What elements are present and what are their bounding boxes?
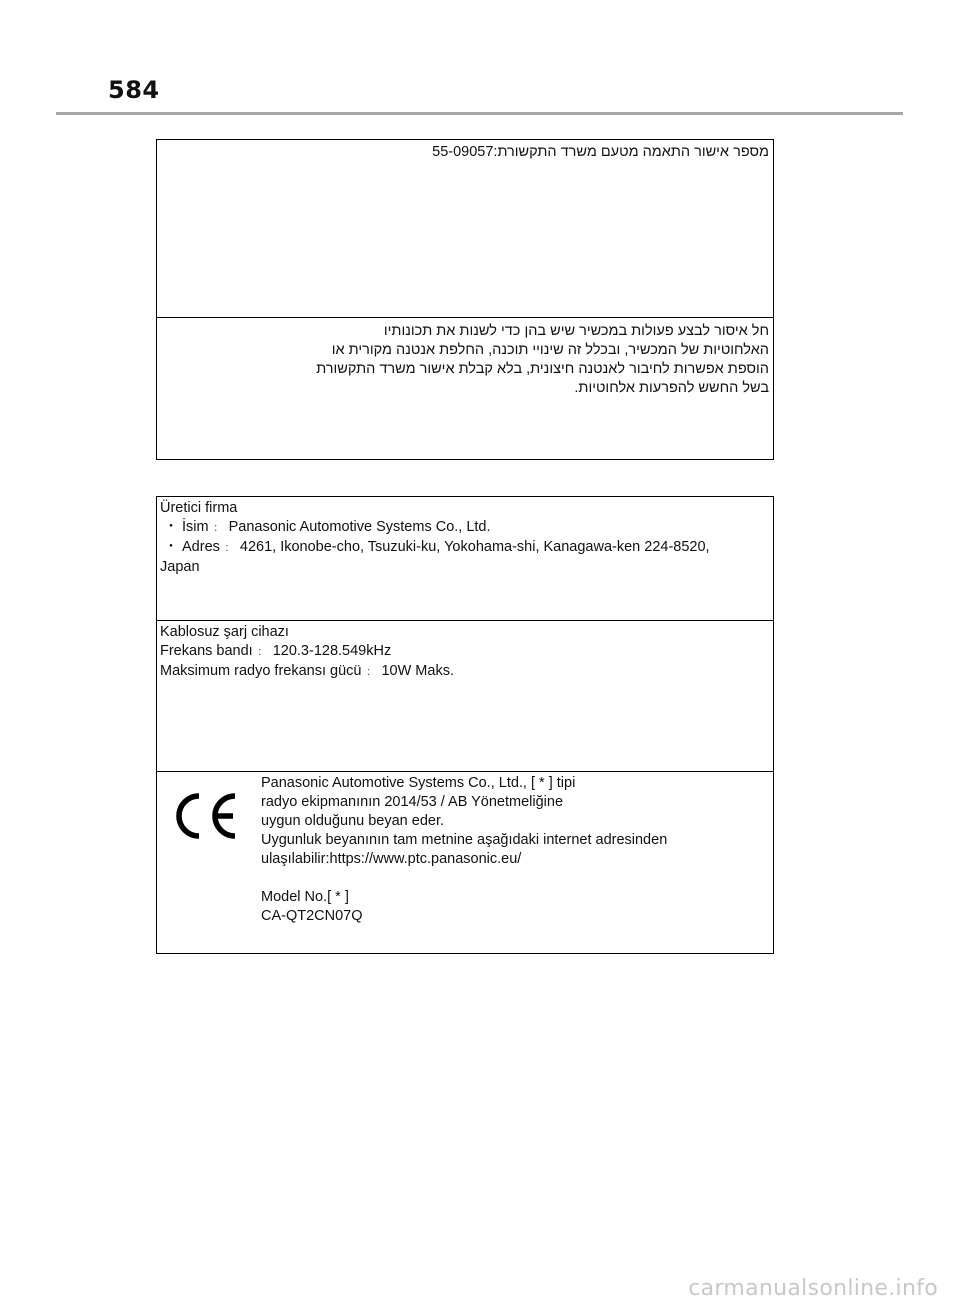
prohibition-line: האלחוטיות של המכשיר, ובכלל זה שינויי תוכנה, החלפת אנטנה מקורית או: [331, 342, 769, 358]
prohibition-line: בשל החשש להפרעות אלחוטיות.: [574, 380, 769, 396]
name-value: Panasonic Automotive Systems Co., Ltd.: [228, 519, 491, 535]
declaration-line: uygun olduğunu beyan eder.: [261, 813, 445, 829]
power-value: 10W Maks.: [381, 663, 454, 679]
declaration-cell: [157, 772, 773, 953]
charger-title: Kablosuz şarj cihazı: [160, 624, 289, 640]
model-value: CA-QT2CN07Q: [261, 908, 363, 924]
declaration-text: [261, 772, 667, 953]
manufacturer-cell: [157, 497, 773, 621]
charger-specs-cell: [157, 621, 773, 772]
separator: ：: [365, 666, 377, 678]
page-number: 584: [108, 76, 160, 104]
declaration-line: Uygunluk beyanının tam metnine aşağıdaki internet adresinden: [261, 832, 668, 848]
declaration-line: ulaşılabilir:https://www.ptc.panasonic.eu/: [261, 851, 522, 867]
ce-mark-area: [157, 772, 261, 953]
address-label: Adres: [182, 539, 220, 555]
approval-number-cell: [157, 140, 773, 318]
approval-number-text: מספר אישור התאמה מטעם משרד התקשורת:55-09057: [432, 144, 769, 160]
hebrew-compliance-box: [156, 139, 774, 460]
address-country: Japan: [160, 559, 200, 575]
declaration-line: radyo ekipmanının 2014/53 / AB Yönetmeliğine: [261, 794, 564, 810]
spacer: [261, 869, 667, 888]
separator: ：: [224, 542, 236, 554]
ce-mark-icon: [169, 790, 243, 842]
bullet: ・: [163, 519, 179, 535]
frequency-row: [160, 642, 770, 662]
model-label: Model No.[ * ]: [261, 889, 349, 905]
power-row: [160, 662, 770, 682]
prohibition-line: חל איסור לבצע פעולות במכשיר שיש בהן כדי לשנות את תכונותיו: [383, 323, 769, 339]
name-row: [160, 518, 770, 538]
watermark: carmanualsonline.info: [688, 1276, 938, 1301]
manufacturer-heading: Üretici firma: [160, 500, 238, 516]
power-label: Maksimum radyo frekansı gücü: [160, 663, 362, 679]
frequency-label: Frekans bandı: [160, 643, 253, 659]
prohibition-line: הוספת אפשרות לחיבור לאנטנה חיצונית, בלא קבלת אישור משרד התקשורת: [316, 361, 769, 377]
declaration-line: Panasonic Automotive Systems Co., Ltd., [ * ] tipi: [261, 775, 576, 791]
name-label: İsim: [182, 519, 209, 535]
header-divider: [56, 112, 903, 115]
frequency-value: 120.3-128.549kHz: [272, 643, 392, 659]
separator: ：: [257, 646, 269, 658]
address-value: 4261, Ikonobe-cho, Tsuzuki-ku, Yokohama-shi, Kanagawa-ken 224-8520,: [239, 539, 710, 555]
address-row: [160, 538, 770, 558]
turkish-compliance-box: [156, 496, 774, 954]
prohibition-cell: [157, 318, 773, 459]
bullet: ・: [163, 539, 179, 555]
separator: ：: [213, 522, 225, 534]
